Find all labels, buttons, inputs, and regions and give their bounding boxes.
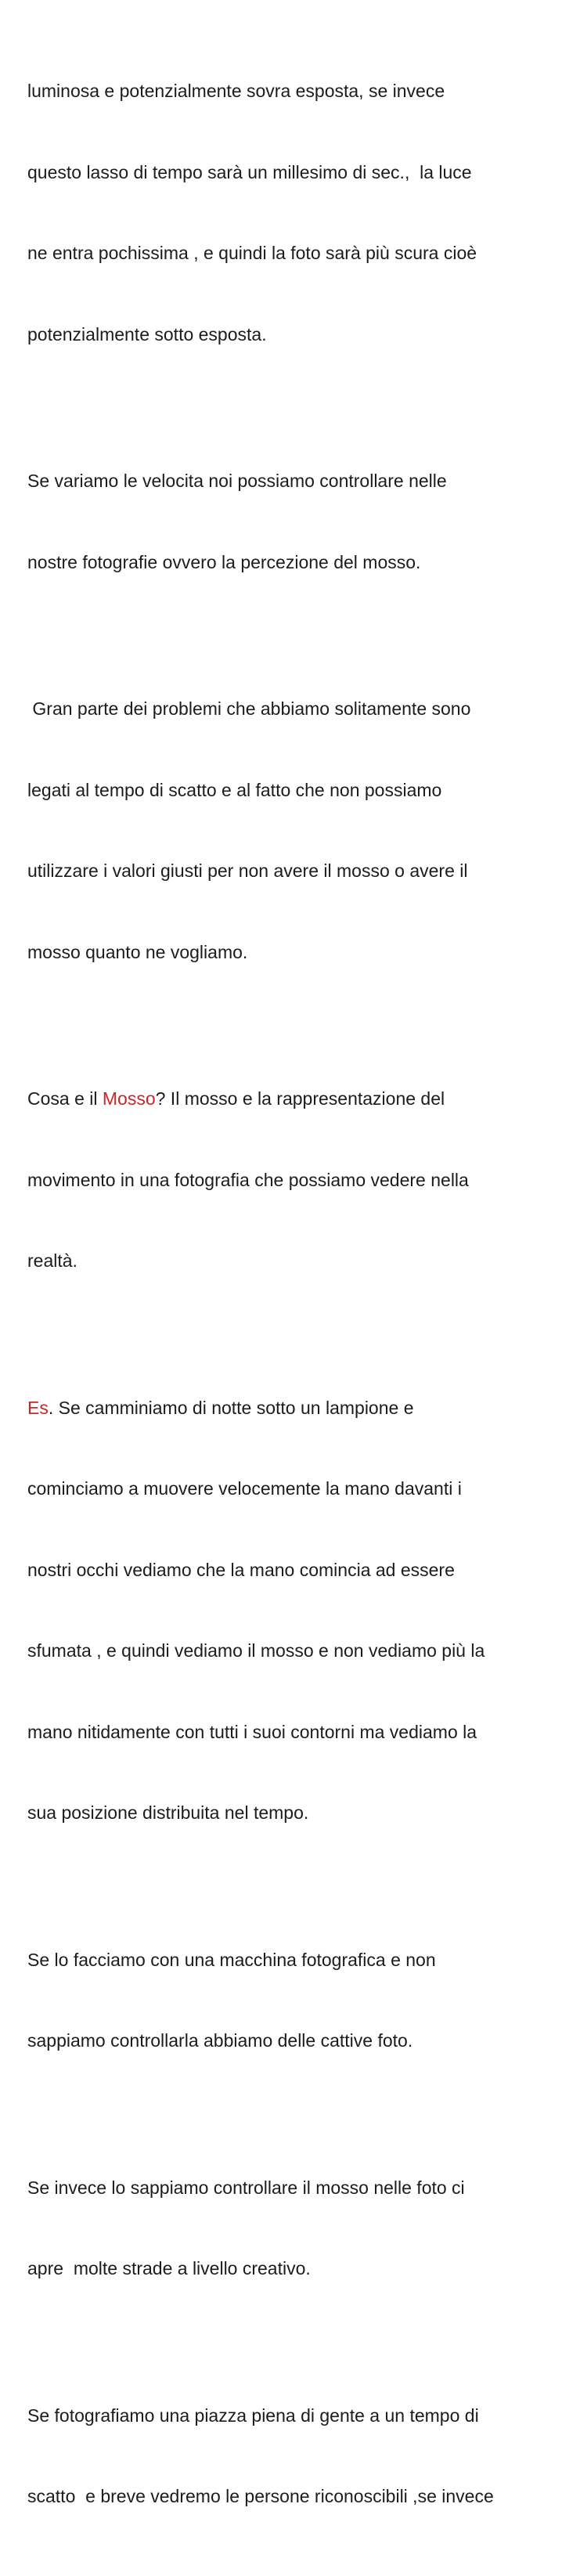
text-line: utilizzare i valori giusti per non avere il mosso o avere il: [27, 860, 468, 881]
text-line: sua posizione distribuita nel tempo.: [27, 1802, 309, 1823]
text-line: apre molte strade a livello creativo.: [27, 2258, 311, 2278]
paragraph-camera: [27, 1892, 567, 2109]
text-line: ne entra pochissima , e quindi la foto sarà più scura cioè: [27, 243, 477, 263]
text-line: Se fotografiamo una piazza piena di gente a un tempo di: [27, 2405, 479, 2426]
text-line: [27, 1085, 567, 1113]
text-line: cominciamo a muovere velocemente la mano davanti i: [27, 1478, 462, 1499]
highlight-term-es: Es: [27, 1397, 49, 1418]
text-suffix: ? Il mosso e la rappresentazione del: [155, 1088, 445, 1109]
text-line: nostri occhi vediamo che la mano comincia ad essere: [27, 1559, 455, 1580]
paragraph-example: [27, 1340, 567, 1881]
text-line: mano nitidamente con tutti i suoi contorni ma vediamo la: [27, 1721, 477, 1742]
text-line: sfumata , e quindi vediamo il mosso e non vediamo più la: [27, 1640, 485, 1661]
text-prefix: Cosa e il: [27, 1088, 103, 1109]
text-line: [27, 1394, 567, 1422]
paragraph-mosso-definition: [27, 1031, 567, 1329]
highlight-term-mosso: Mosso: [102, 1088, 156, 1109]
text-line: Se lo facciamo con una macchina fotografica e non: [27, 1949, 436, 1970]
paragraph-exposure: [27, 23, 567, 402]
text-line: movimento in una fotografia che possiamo vedere nella: [27, 1169, 469, 1190]
text-line: scatto e breve vedremo le persone riconoscibili ,se invece: [27, 2486, 494, 2506]
text-line: nostre fotografie ovvero la percezione del mosso.: [27, 551, 421, 572]
document-body: [27, 23, 567, 2576]
paragraph-speed: [27, 413, 567, 630]
text-suffix: . Se camminiamo di notte sotto un lampione e: [48, 1397, 414, 1418]
text-line: Gran parte dei problemi che abbiamo solitamente sono: [27, 698, 471, 719]
paragraph-piazza: [27, 2348, 567, 2564]
text-line: Se invece lo sappiamo controllare il mosso nelle foto ci: [27, 2177, 465, 2198]
paragraph-creative: [27, 2120, 567, 2336]
text-line: realtà.: [27, 1250, 77, 1271]
text-line: mosso quanto ne vogliamo.: [27, 941, 248, 962]
text-line: legati al tempo di scatto e al fatto che non possiamo: [27, 779, 442, 800]
text-line: potenzialmente sotto esposta.: [27, 323, 267, 345]
text-line: sappiamo controllarla abbiamo delle cattive foto.: [27, 2030, 413, 2051]
text-line: Se variamo le velocita noi possiamo controllare nelle: [27, 471, 447, 491]
text-line: luminosa e potenzialmente sovra esposta, se invece: [27, 81, 445, 101]
paragraph-problems: [27, 641, 567, 1019]
text-line: questo lasso di tempo sarà un millesimo di sec., la luce: [27, 161, 472, 182]
